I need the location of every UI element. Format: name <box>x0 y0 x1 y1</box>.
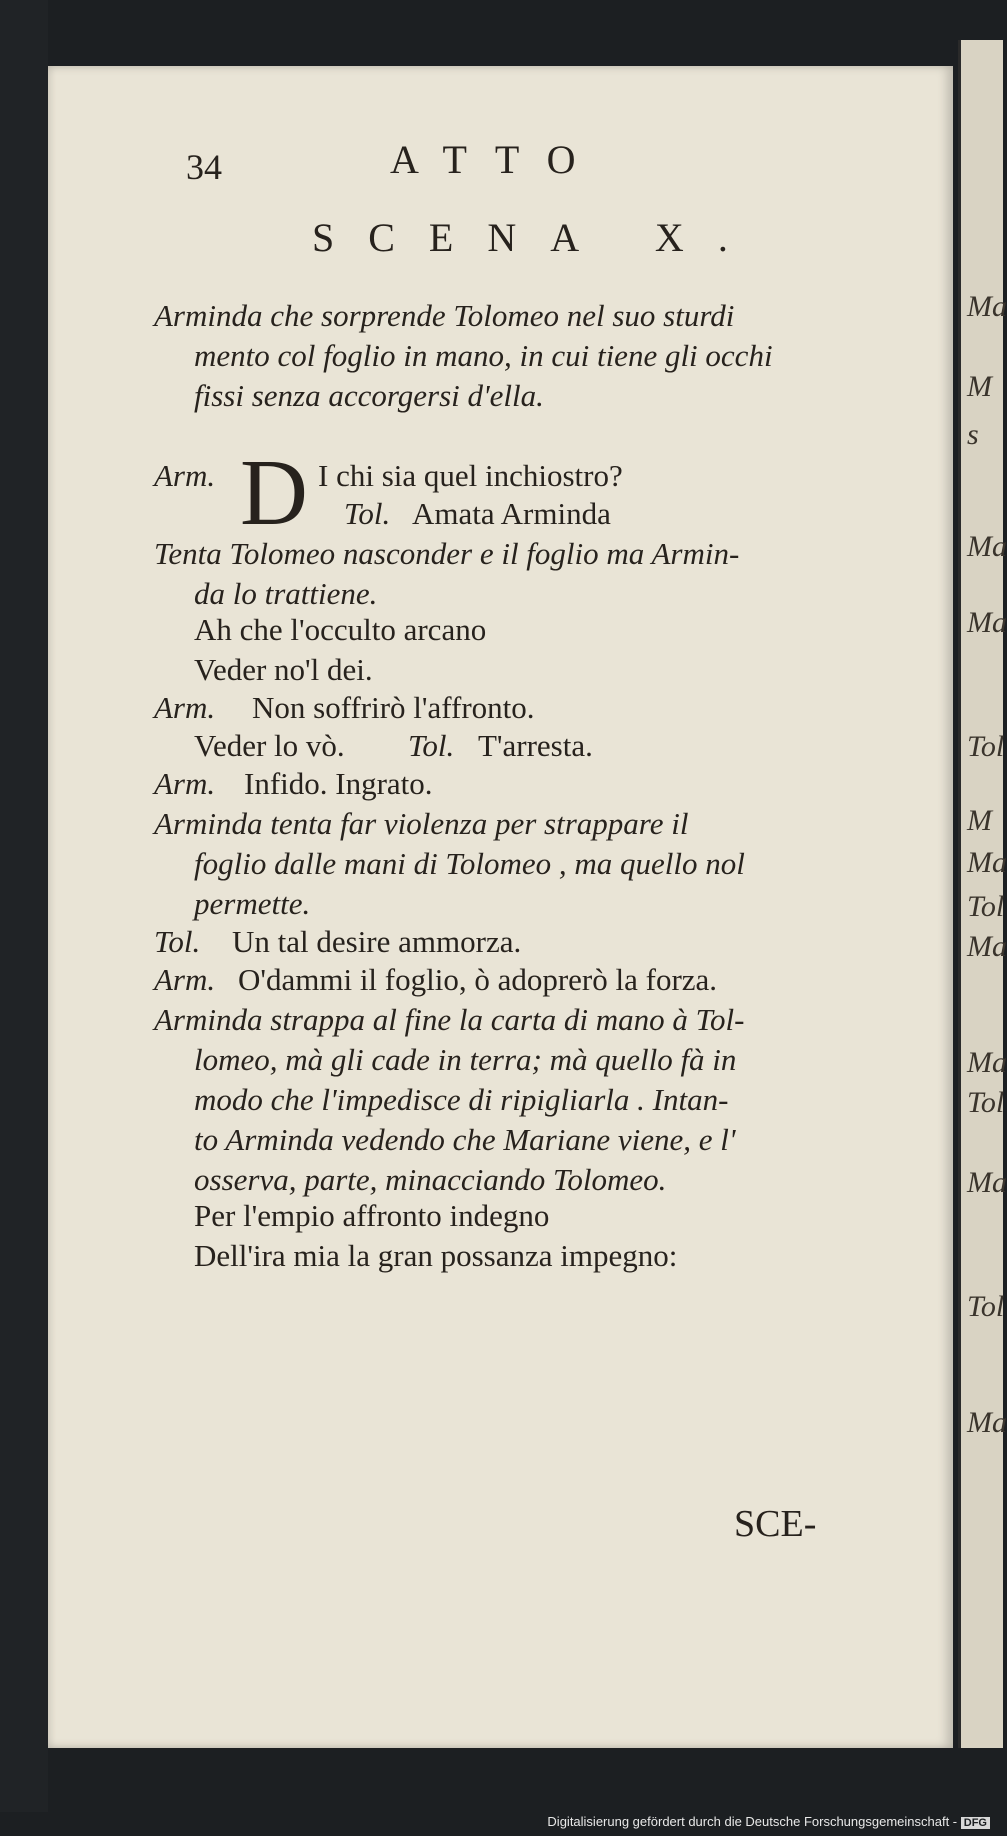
verse-line: Veder lo vò. <box>194 728 345 763</box>
margin-fragment: Ma <box>967 930 1007 963</box>
catchword: SCE- <box>734 1503 817 1545</box>
verse-line: Non soffrirò l'affronto. <box>252 690 535 725</box>
drop-cap: D <box>240 441 308 545</box>
verse-line: Per l'empio affronto indegno <box>194 1198 550 1233</box>
margin-fragment: Tol <box>967 730 1005 763</box>
verse-line: O'dammi il foglio, ò adoprerò la forza. <box>238 962 718 997</box>
stage-direction-line: Arminda strappa al fine la carta di mano à Tol- <box>154 1002 745 1037</box>
funding-credit <box>547 1814 990 1829</box>
margin-fragment: Ma <box>967 1406 1007 1439</box>
stage-direction-line: to Arminda vedendo che Mariane viene, e l' <box>194 1122 736 1157</box>
margin-fragment: Ma <box>967 1166 1007 1199</box>
verse-line: Infido. Ingrato. <box>244 766 433 801</box>
margin-fragment: Ma <box>967 530 1007 563</box>
dfg-logo: DFG <box>961 1817 990 1829</box>
verse-line: Amata Arminda <box>412 496 611 531</box>
margin-fragment: Ma <box>967 1046 1007 1079</box>
intro-direction-line: Arminda che sorprende Tolomeo nel suo sturdi <box>154 298 735 333</box>
verse-line: T'arresta. <box>478 728 593 763</box>
margin-fragment: Ma <box>967 606 1007 639</box>
verse-line: Veder no'l dei. <box>194 652 373 687</box>
credit-text: Digitalisierung gefördert durch die Deutsche Forschungsgemeinschaft - <box>547 1814 958 1829</box>
stage-direction-line: foglio dalle mani di Tolomeo , ma quello nol <box>194 846 745 881</box>
speaker-label: Tol. <box>344 496 391 531</box>
stage-direction-line: permette. <box>194 886 311 921</box>
stage-direction-line: modo che l'impedisce di ripigliarla . Intan- <box>194 1082 729 1117</box>
margin-fragment: Tol <box>967 1086 1005 1119</box>
margin-fragment: Ma <box>967 290 1007 323</box>
intro-direction-line: fissi senza accorgersi d'ella. <box>194 378 544 413</box>
speaker-label: Arm. <box>154 458 216 493</box>
scene-title: SCENA X. <box>312 215 762 260</box>
margin-fragment: Tol <box>967 1290 1005 1323</box>
margin-fragment: Tol <box>967 890 1005 923</box>
stage-direction-line: da lo trattiene. <box>194 576 378 611</box>
stage-direction-line: lomeo, mà gli cade in terra; mà quello fà in <box>194 1042 737 1077</box>
verse-line: Un tal desire ammorza. <box>232 924 522 959</box>
margin-fragment: M <box>967 370 992 403</box>
speaker-label: Arm. <box>154 766 216 801</box>
stage-direction-line: Tenta Tolomeo nasconder e il foglio ma Armin- <box>154 536 740 571</box>
intro-direction-line: mento col foglio in mano, in cui tiene gli occhi <box>194 338 773 373</box>
running-head: ATTO <box>390 137 604 182</box>
margin-fragment: M <box>967 804 992 837</box>
adjacent-page-edge <box>958 40 1007 1748</box>
margin-fragment: Ma <box>967 846 1007 879</box>
speaker-label: Arm. <box>154 690 216 725</box>
verse-line: I chi sia quel inchiostro? <box>318 458 623 493</box>
stage-direction-line: osserva, parte, minacciando Tolomeo. <box>194 1162 667 1197</box>
page-number: 34 <box>186 147 222 187</box>
stage-direction-line: Arminda tenta far violenza per strappare il <box>154 806 689 841</box>
scan-backdrop <box>0 0 48 1836</box>
margin-fragment: s <box>967 418 979 451</box>
verse-line: Ah che l'occulto arcano <box>194 612 487 647</box>
speaker-label: Arm. <box>154 962 216 997</box>
verse-line: Dell'ira mia la gran possanza impegno: <box>194 1238 678 1273</box>
speaker-label: Tol. <box>408 728 455 763</box>
speaker-label: Tol. <box>154 924 201 959</box>
